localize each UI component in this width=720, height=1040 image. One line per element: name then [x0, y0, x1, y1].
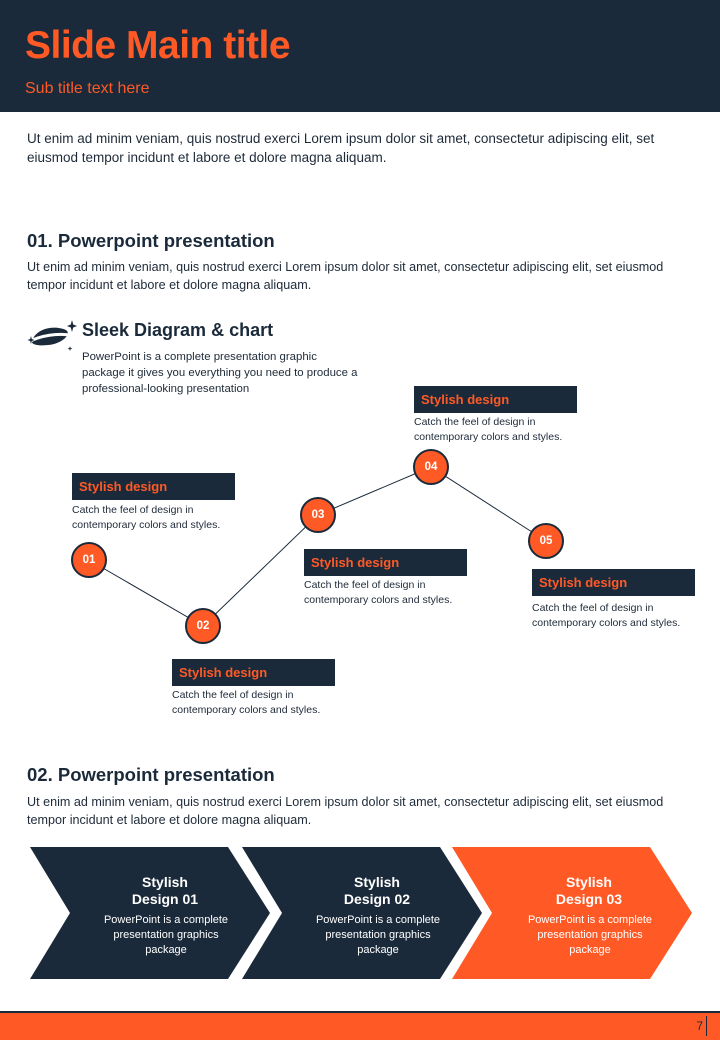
- step-5-node: 05: [528, 523, 564, 559]
- step-5-label: Stylish design: [532, 569, 695, 596]
- step-2-label: Stylish design: [172, 659, 335, 686]
- process-step-1-title: Stylish Design 01: [131, 874, 199, 907]
- process-step-1: [30, 847, 270, 979]
- step-1-text: Catch the feel of design in contemporary colors and styles.: [72, 504, 221, 531]
- diagram-description: PowerPoint is a complete presentation graphic package it gives you everything you need to produce a professional-looking presentation: [82, 351, 358, 395]
- process-step-3-text: PowerPoint is a complete presentation graphics package: [527, 914, 653, 956]
- step-2-node: 02: [185, 608, 221, 644]
- step-1-label: Stylish design: [72, 473, 235, 500]
- process-step-2-text: PowerPoint is a complete presentation graphics package: [315, 914, 441, 956]
- step-1-node: 01: [71, 542, 107, 578]
- page-number-divider: [706, 1016, 707, 1036]
- process-chevrons: [30, 847, 692, 979]
- step-5-text: Catch the feel of design in contemporary colors and styles.: [532, 602, 681, 629]
- process-step-3-title: Stylish Design 03: [555, 874, 623, 907]
- footer-bar: [0, 1013, 720, 1040]
- section-1-title: 01. Powerpoint presentation: [27, 230, 275, 251]
- orbit-logo-icon: [26, 318, 78, 356]
- step-3-text: Catch the feel of design in contemporary colors and styles.: [304, 579, 453, 606]
- section-1-text: Ut enim ad minim veniam, quis nostrud exerci Lorem ipsum dolor sit amet, consectetur adipiscing elit, set eiusmod tempor incidunt et labore et dolore magna aliquam.: [27, 260, 664, 292]
- slide-title: Slide Main title: [25, 24, 291, 67]
- page-number: 7: [696, 1019, 703, 1033]
- process-step-3: [452, 847, 692, 979]
- step-3-label: Stylish design: [304, 549, 467, 576]
- section-2-text: Ut enim ad minim veniam, quis nostrud exerci Lorem ipsum dolor sit amet, consectetur adipiscing elit, set eiusmod tempor incidunt et labore et dolore magna aliquam.: [27, 795, 664, 827]
- section-2-title: 02. Powerpoint presentation: [27, 764, 275, 785]
- step-4-label: Stylish design: [414, 386, 577, 413]
- header-bar: [0, 0, 720, 112]
- process-step-2: [242, 847, 482, 979]
- process-step-2-title: Stylish Design 02: [343, 874, 411, 907]
- intro-text: Ut enim ad minim veniam, quis nostrud exerci Lorem ipsum dolor sit amet, consectetur adipiscing elit, set eiusmod tempor incidunt et labore et dolore magna aliquam.: [27, 131, 655, 165]
- step-2-text: Catch the feel of design in contemporary colors and styles.: [172, 689, 321, 716]
- process-step-1-text: PowerPoint is a complete presentation graphics package: [103, 914, 229, 956]
- slide-subtitle: Sub title text here: [25, 80, 150, 97]
- step-4-node: 04: [413, 449, 449, 485]
- step-3-node: 03: [300, 497, 336, 533]
- step-4-text: Catch the feel of design in contemporary colors and styles.: [414, 416, 563, 443]
- diagram-title: Sleek Diagram & chart: [82, 320, 274, 340]
